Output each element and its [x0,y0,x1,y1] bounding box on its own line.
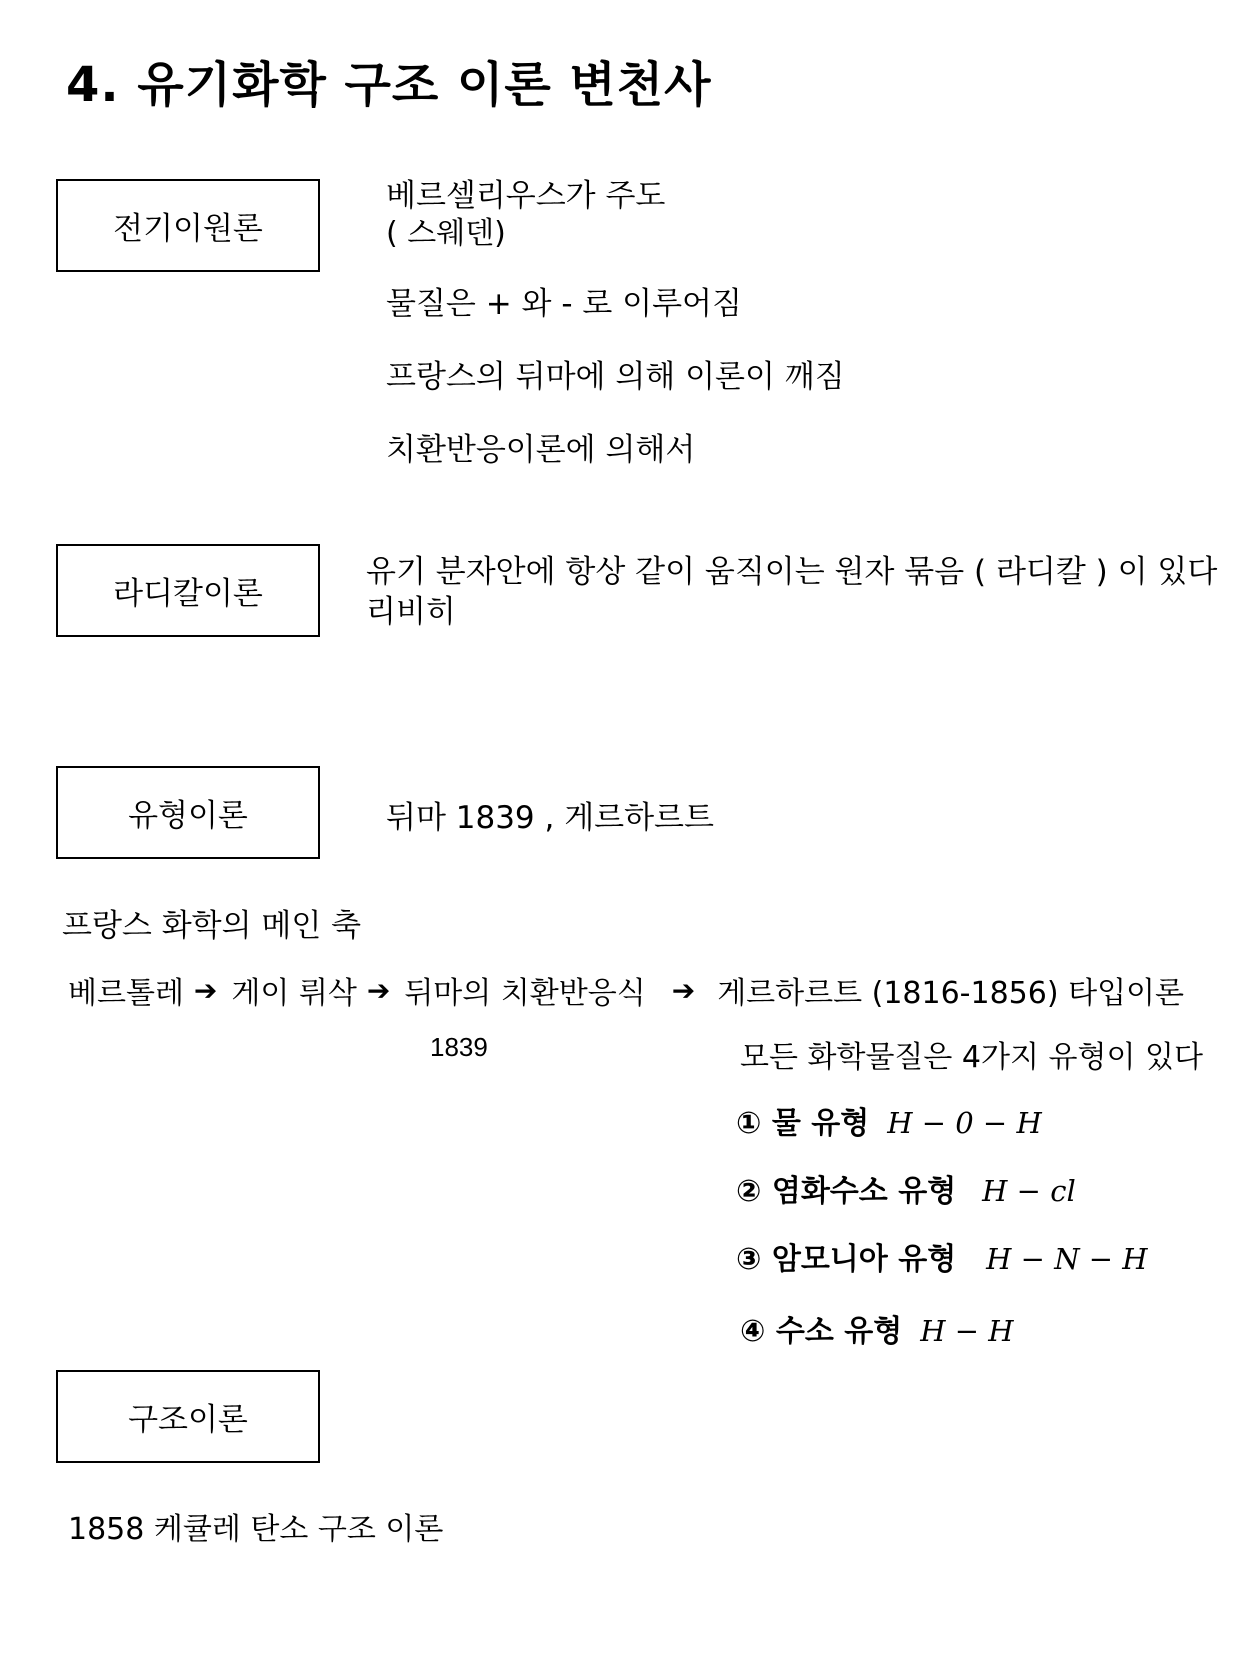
electric-line-4: 프랑스의 뒤마에 의해 이론이 깨짐 [386,359,845,395]
box-electric-dualism: 전기이원론 [56,179,320,272]
french-heading: 프랑스 화학의 메인 축 [62,908,362,944]
right-arrow-icon: ➔ [671,973,696,1007]
radical-line-1: 유기 분자안에 항상 같이 움직이는 원자 묶음 ( 라디칼 ) 이 있다 [366,554,1218,590]
right-arrow-icon: ➔ [193,973,218,1007]
type-item-hcl [736,1166,1076,1210]
type-formula: H − cl [982,1174,1076,1208]
box-type-theory: 유형이론 [56,766,320,859]
box-structure-theory: 구조이론 [56,1370,320,1463]
type-formula: H − 0 − H [887,1106,1042,1140]
type-item-ammonia [736,1234,1148,1278]
chain-item-gay-lussac: 게이 뤼삭 [231,976,357,1011]
french-chain [68,968,1184,1012]
dumas-year: 1839 [430,1032,488,1062]
type-label: ① 물 유형 [736,1106,870,1141]
type-item-hydrogen [740,1306,1014,1350]
type-label: ② 염화수소 유형 [736,1174,957,1209]
box-radical-theory: 라디칼이론 [56,544,320,637]
type-note: 뒤마 1839 , 게르하르트 [386,800,714,836]
electric-line-2: ( 스웨덴) [386,216,506,251]
type-formula: H − N − H [986,1242,1148,1276]
electric-line-1: 베르셀리우스가 주도 [386,178,666,214]
structure-note: 1858 케큘레 탄소 구조 이론 [68,1512,444,1547]
type-label: ④ 수소 유형 [740,1314,903,1349]
chain-item-dumas: 뒤마의 치환반응식 [404,976,646,1011]
type-item-water [736,1098,1042,1142]
type-label: ③ 암모니아 유형 [736,1242,957,1277]
electric-line-3: 물질은 + 와 - 로 이루어짐 [386,286,742,322]
chain-item-berthollet: 베르톨레 [68,976,184,1011]
type-formula: H − H [920,1314,1014,1348]
electric-line-5: 치환반응이론에 의해서 [386,432,696,468]
types-summary: 모든 화학물질은 4가지 유형이 있다 [740,1040,1203,1075]
page-title: 4. 유기화학 구조 이론 변천사 [66,57,712,113]
right-arrow-icon: ➔ [366,973,391,1007]
chain-item-gerhardt: 게르하르트 (1816-1856) 타입이론 [717,976,1185,1011]
radical-line-2: 리비히 [366,594,456,630]
